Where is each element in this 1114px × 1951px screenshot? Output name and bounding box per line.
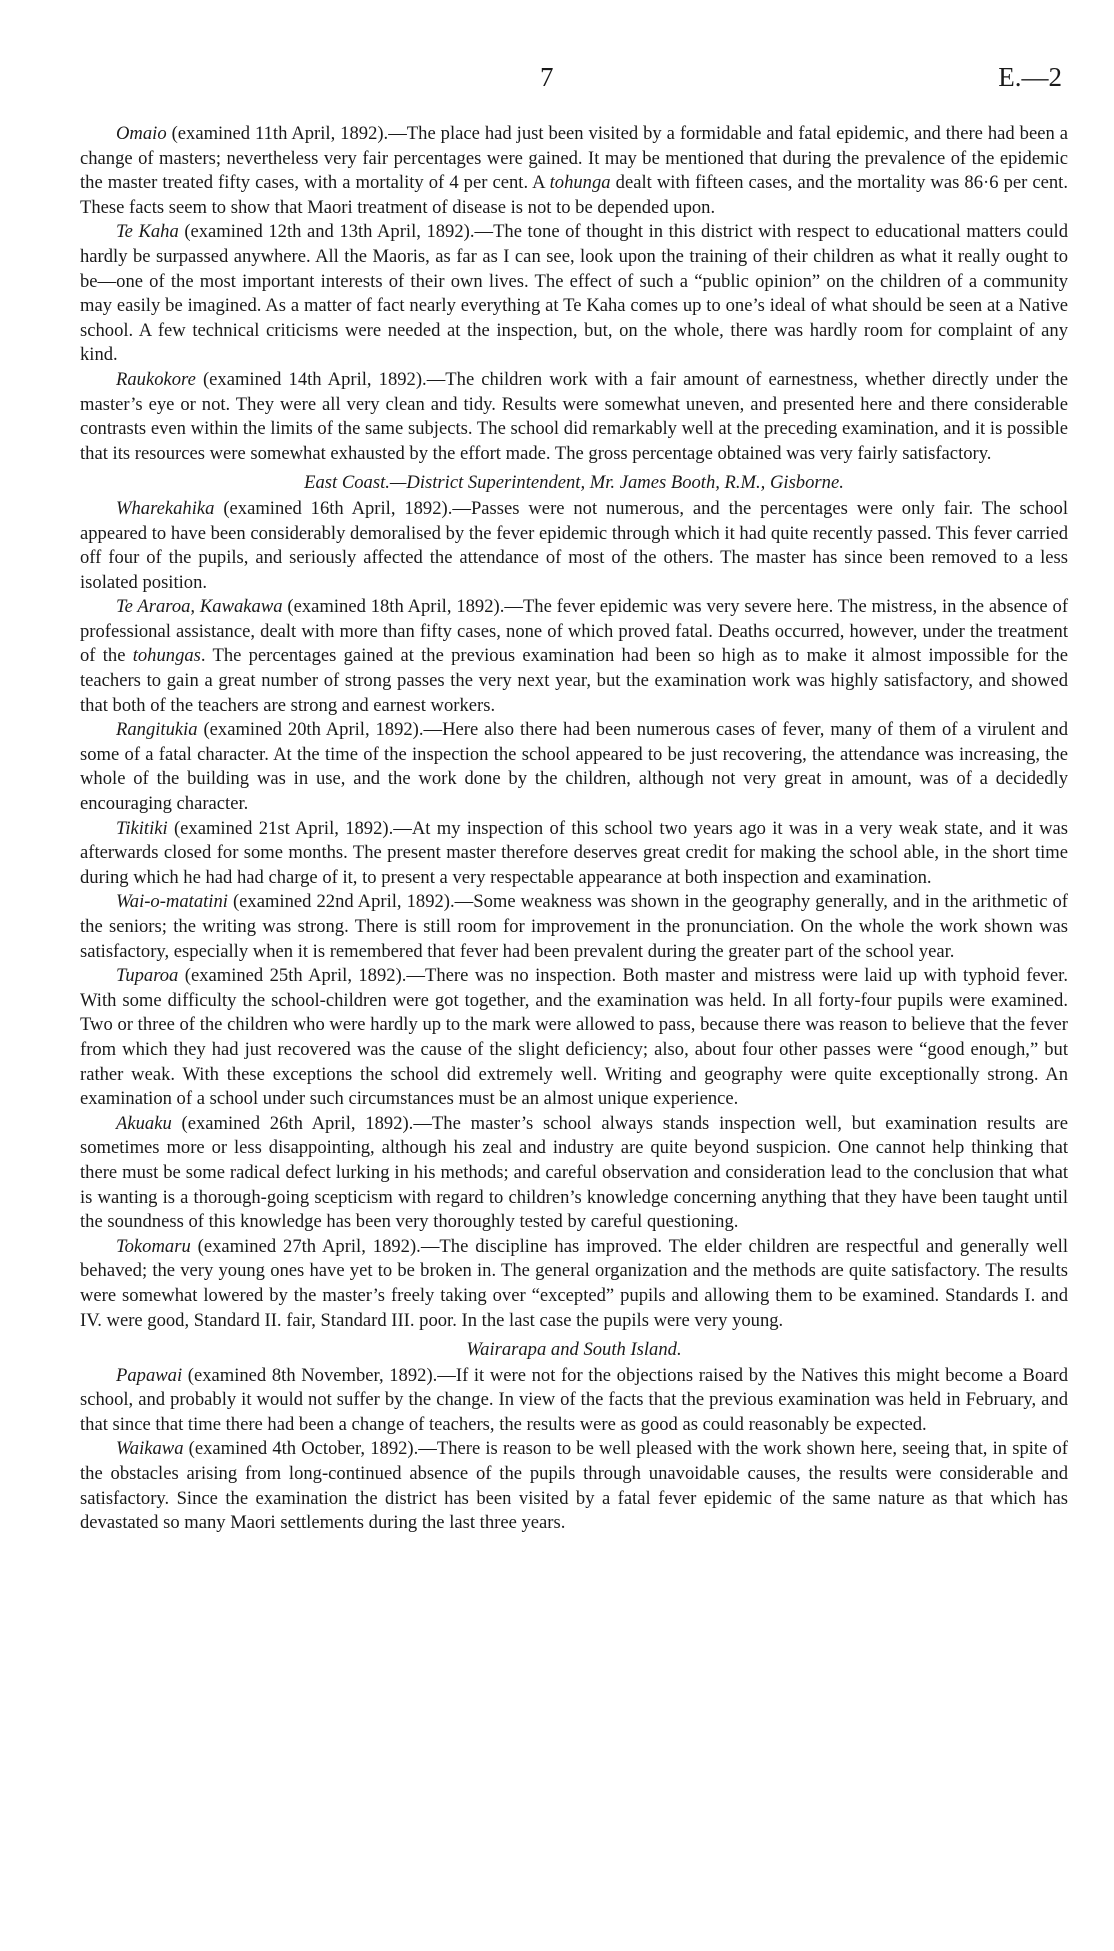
report-paragraph xyxy=(80,595,1068,718)
paragraph-text: . The percentages gained at the previous examination had been so high as to make it almost impossible for the teachers to gain a great number of strong passes the very next year, but the examination work was highly satisfactory, and showed that both of the teachers are strong and earnest workers. xyxy=(80,645,1068,716)
paragraph-text: (examined 12th and 13th April, 1892).—The tone of thought in this district with respect to educational matters could hardly be surpassed anywhere. All the Maoris, as far as I can see, look upon the training of their children as what it really ought to be—one of the most important interests of their own lives. The effect of such a “public opinion” on the children of a community may easily be imagined. As a matter of fact nearly everything at Te Kaha comes up to one’s ideal of what should be seen at a Native school. A few technical criticisms were needed at the inspection, but, on the whole, there was hardly room for complaint of any kind. xyxy=(80,221,1068,366)
school-name: Te Kaha xyxy=(116,221,179,243)
paragraph-text: (examined 22nd April, 1892).—Some weakness was shown in the geography generally, and in the arithmetic of the seniors; the writing was strong. There is still room for improvement in the pronunciation. On the whole the work shown was satisfactory, especially when it is remembered that fever had been prevalent during the greater part of the school year. xyxy=(80,891,1068,962)
paragraph-text: (examined 26th April, 1892).—The master’s school always stands inspection well, but examination results are sometimes more or less disappointing, although his zeal and industry are quite beyond suspicion. One cannot help thinking that there must be some radical defect lurking in his methods; and careful observation and consideration lead to the conclusion that what is wanting is a thorough-going scepticism with regard to children’s knowledge concerning anything that they have been taught until the soundness of this knowledge has been very thoroughly tested by careful questioning. xyxy=(80,1112,1068,1233)
report-paragraph xyxy=(80,220,1068,368)
school-name: Tokomaru xyxy=(116,1235,191,1257)
report-paragraph xyxy=(80,1112,1068,1235)
report-paragraph xyxy=(80,890,1068,964)
report-paragraph xyxy=(80,964,1068,1112)
paragraph-text: dealt with fifteen cases, and the mortality was 86·6 per cent. These facts seem to show that Maori treatment of disease is not to be depended upon. xyxy=(80,172,1068,218)
document-body xyxy=(80,122,1068,1536)
school-name: Tuparoa xyxy=(116,965,179,987)
paragraph-text: (examined 14th April, 1892).—The children work with a fair amount of earnestness, whether directly under the master’s eye or not. They were all very clean and tidy. Results were somewhat uneven, and presented here and there considerable contrasts even within the limits of the same subjects. The school did remarkably well at the preceding examination, and it is possible that its resources were somewhat exhausted by the effort made. The gross percentage obtained was very fairly satisfactory. xyxy=(80,368,1068,464)
report-paragraph xyxy=(80,1364,1068,1438)
report-paragraph xyxy=(80,497,1068,595)
school-name: Wharekahika xyxy=(116,497,215,519)
paragraph-text: (examined 8th November, 1892).—If it were not for the objections raised by the Natives this might become a Board school, and probably it would not suffer by the change. In view of the facts that the previous examination was held in February, and that since that time there had been a change of teachers, the results were as good as could reasonably be expected. xyxy=(80,1364,1068,1435)
report-paragraph xyxy=(80,718,1068,816)
school-name: Te Araroa, Kawakawa xyxy=(116,596,283,618)
section-heading: Wairarapa and South Island. xyxy=(466,1339,682,1361)
paragraph-text: (examined 18th April, 1892).—The fever epidemic was very severe here. The mistress, in the absence of professional assistance, dealt with more than fifty cases, none of which proved fatal. Deaths occurred, however, under the treatment of the xyxy=(80,596,1069,667)
paragraph-text: (examined 4th October, 1892).—There is reason to be well pleased with the work shown here, seeing that, in spite of the obstacles arising from long-continued absence of the pupils through unavoidable causes, the results were considerable and satisfactory. Since the examination the district has been visited by a fatal fever epidemic of the same nature as that which has devastated so many Maori settlements during the last three years. xyxy=(80,1438,1068,1534)
school-name: Rangitukia xyxy=(116,719,198,741)
school-name: Akuaku xyxy=(116,1112,172,1134)
paragraph-text: (examined 20th April, 1892).—Here also there had been numerous cases of fever, many of them of a virulent and some of a fatal character. At the time of the inspection the school appeared to be just recovering, the attendance was increasing, the whole of the building was in use, and the work done by the children, although not very great in amount, was of a decidedly encouraging character. xyxy=(80,719,1068,815)
section-heading: East Coast.—District Superintendent, Mr. James Booth, R.M., Gisborne. xyxy=(304,472,844,494)
report-paragraph xyxy=(80,817,1068,891)
paragraph-text: (examined 16th April, 1892).—Passes were not numerous, and the percentages were only fair. The school appeared to have been considerably demoralised by the fever epidemic through which it had quite recently passed. This fever carried off four of the pupils, and seriously affected the attendance of most of the others. The master has since been removed to a less isolated position. xyxy=(80,497,1068,593)
report-paragraph xyxy=(80,122,1068,220)
italic-term: tohungas xyxy=(132,645,201,667)
school-name: Tikitiki xyxy=(116,817,168,839)
italic-term: tohunga xyxy=(549,172,611,194)
report-paragraph xyxy=(80,368,1068,466)
paragraph-text: (examined 21st April, 1892).—At my inspection of this school two years ago it was in a very weak state, and it was afterwards closed for some months. The present master therefore deserves great credit for making the school able, in the short time during which he had had charge of it, to present a very respectable appearance at both inspection and examination. xyxy=(80,817,1068,888)
document-code: E.—2 xyxy=(998,62,1062,92)
report-paragraph xyxy=(80,1437,1068,1535)
school-name: Waikawa xyxy=(116,1438,184,1460)
paragraph-text: (examined 25th April, 1892).—There was no inspection. Both master and mistress were laid up with typhoid fever. With some difficulty the school-children were got together, and the examination was held. In all forty-four pupils were examined. Two or three of the children who were hardly up to the mark were allowed to pass, because there was reason to believe that the fever from which they had just recovered was the cause of the slight deficiency; also, about four other passes were “good enough,” but rather weak. With these exceptions the school did extremely well. Writing and geography were quite exceptionally strong. An examination of a school under such circumstances must be an almost unique experience. xyxy=(80,965,1068,1110)
school-name: Wai-o-matatini xyxy=(116,891,228,913)
paragraph-text: (examined 27th April, 1892).—The discipline has improved. The elder children are respectful and generally well behaved; the very young ones have yet to be broken in. The general organization and the methods are quite satisfactory. The results were somewhat lowered by the master’s freely taking over “excepted” pupils and allowing them to be examined. Standards I. and IV. were good, Standard II. fair, Standard III. poor. In the last case the pupils were very young. xyxy=(80,1235,1068,1331)
school-name: Omaio xyxy=(116,123,167,144)
school-name: Papawai xyxy=(116,1364,183,1386)
school-name: Raukokore xyxy=(116,368,196,390)
report-paragraph xyxy=(80,1235,1068,1333)
paragraph-text: (examined 11th April, 1892).—The place had just been visited by a formidable and fatal epidemic, and there had been a change of masters; nevertheless very fair percentages were gained. It may be mentioned that during the prevalence of the epidemic the master treated fifty cases, with a mortality of 4 per cent. A xyxy=(80,123,1068,194)
page-number: 7 xyxy=(540,62,554,92)
